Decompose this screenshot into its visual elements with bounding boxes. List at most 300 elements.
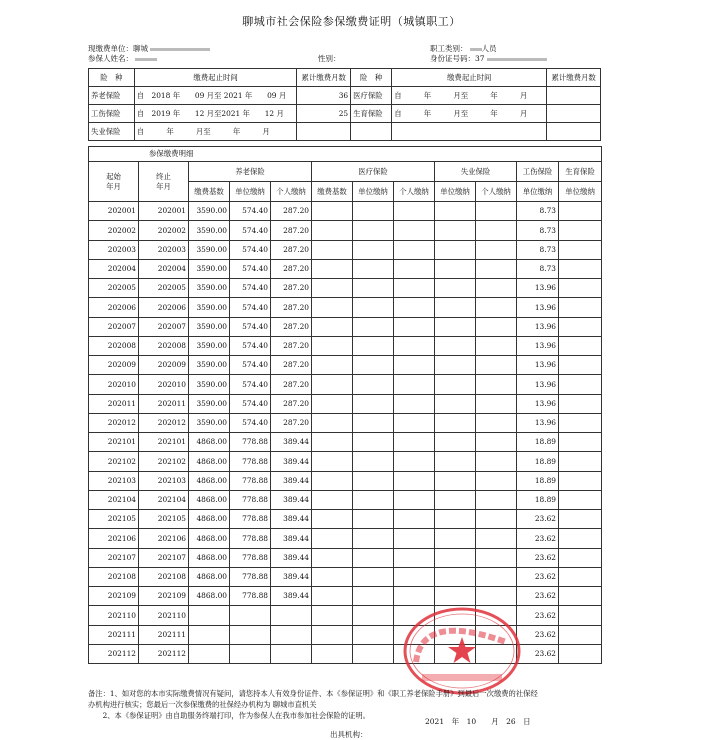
maternity-unit-cell — [559, 548, 602, 567]
injury-unit-cell: 23.62 — [517, 644, 559, 663]
injury-unit-cell: 23.62 — [517, 587, 559, 606]
unemployment-person-cell — [476, 221, 517, 240]
start-month-cell: 202008 — [89, 336, 139, 355]
pension-unit-cell: 778.88 — [230, 490, 271, 509]
pension-base-cell: 4868.00 — [189, 567, 230, 586]
medical-base-cell — [312, 548, 353, 567]
detail-row — [89, 394, 602, 413]
summary-row — [89, 87, 601, 105]
medical-person-cell — [394, 452, 435, 471]
medical-person-cell — [394, 221, 435, 240]
medical-person-cell — [394, 548, 435, 567]
unemployment-unit-cell — [435, 336, 476, 355]
insurance-name: 医疗保险 — [351, 87, 392, 105]
summary-row — [89, 105, 601, 123]
medical-base-cell — [312, 625, 353, 644]
start-month-cell: 202011 — [89, 394, 139, 413]
unemployment-unit-cell — [435, 567, 476, 586]
remark-line: 2、本《参保证明》由自助服务终端打印，作为参保人在我市参加社会保险的证明。 — [88, 711, 370, 720]
start-month-cell: 202111 — [89, 625, 139, 644]
injury-unit-cell: 13.96 — [517, 279, 559, 298]
unemployment-person-cell — [476, 279, 517, 298]
end-month-cell: 202111 — [139, 625, 189, 644]
injury-unit-cell: 8.73 — [517, 259, 559, 278]
start-month-cell: 202001 — [89, 202, 139, 221]
start-month-cell: 202005 — [89, 279, 139, 298]
pension-base-cell: 3590.00 — [189, 356, 230, 375]
document-title: 聊城市社会保险参保缴费证明（城镇职工） — [242, 15, 461, 28]
end-month-cell: 202108 — [139, 567, 189, 586]
maternity-unit-cell — [559, 336, 602, 355]
unemployment-person-cell — [476, 433, 517, 452]
maternity-unit-cell — [559, 202, 602, 221]
id-label: 身份证号码： — [430, 54, 475, 63]
medical-unit-cell — [353, 587, 394, 606]
insurance-period: 自 2018 年 09 月至 2021 年 09 月 — [134, 87, 297, 105]
medical-unit-header: 单位缴纳 — [353, 182, 394, 202]
maternity-unit-cell — [559, 221, 602, 240]
pension-person-cell — [271, 606, 312, 625]
pension-person-cell: 287.20 — [271, 317, 312, 336]
pension-base-cell: 3590.00 — [189, 259, 230, 278]
unemployment-person-cell — [476, 336, 517, 355]
start-month-cell: 202107 — [89, 548, 139, 567]
col-period: 缴费起止时间 — [134, 69, 297, 87]
medical-unit-cell — [353, 259, 394, 278]
redacted-mark — [135, 58, 157, 61]
pension-base-cell: 4868.00 — [189, 471, 230, 490]
injury-unit-cell: 13.96 — [517, 394, 559, 413]
pension-person-cell: 287.20 — [271, 375, 312, 394]
end-month-cell: 202012 — [139, 413, 189, 432]
unemployment-person-cell — [476, 587, 517, 606]
unemployment-person-cell — [476, 394, 517, 413]
unemployment-unit-cell — [435, 202, 476, 221]
injury-unit-cell: 23.62 — [517, 567, 559, 586]
pension-base-cell: 3590.00 — [189, 413, 230, 432]
maternity-unit-cell — [559, 240, 602, 259]
medical-unit-cell — [353, 433, 394, 452]
medical-person-cell — [394, 240, 435, 259]
pension-base-cell: 4868.00 — [189, 587, 230, 606]
pension-person-cell: 389.44 — [271, 433, 312, 452]
pension-unit-cell: 778.88 — [230, 567, 271, 586]
unit-label: 现缴费单位： — [88, 44, 133, 53]
pension-unit-cell: 778.88 — [230, 510, 271, 529]
unemployment-unit-cell — [435, 259, 476, 278]
insurance-name: 养老保险 — [89, 87, 135, 105]
pension-base-cell: 3590.00 — [189, 298, 230, 317]
medical-base-cell — [312, 202, 353, 221]
insurance-months: 36 — [297, 87, 351, 105]
pension-person-cell — [271, 625, 312, 644]
medical-base-cell — [312, 279, 353, 298]
pension-unit-cell: 574.40 — [230, 240, 271, 259]
medical-base-cell — [312, 433, 353, 452]
unemployment-unit-cell — [435, 587, 476, 606]
insurance-period: 自 2019 年 12 月至2021 年 12 月 — [134, 105, 297, 123]
medical-base-cell — [312, 587, 353, 606]
injury-unit-header: 单位缴纳 — [517, 182, 559, 202]
insurance-name — [351, 123, 392, 141]
pension-person-cell: 389.44 — [271, 510, 312, 529]
injury-unit-cell: 8.73 — [517, 221, 559, 240]
pension-base-cell: 4868.00 — [189, 452, 230, 471]
pension-base-cell: 3590.00 — [189, 240, 230, 259]
end-month-cell: 202005 — [139, 279, 189, 298]
pension-person-cell: 389.44 — [271, 548, 312, 567]
medical-person-cell — [394, 471, 435, 490]
medical-base-cell — [312, 471, 353, 490]
medical-base-cell — [312, 356, 353, 375]
medical-base-cell — [312, 259, 353, 278]
maternity-unit-cell — [559, 625, 602, 644]
maternity-unit-cell — [559, 606, 602, 625]
medical-person-cell — [394, 298, 435, 317]
medical-unit-cell — [353, 394, 394, 413]
injury-unit-cell: 13.96 — [517, 356, 559, 375]
maternity-unit-cell — [559, 413, 602, 432]
unemployment-unit-cell — [435, 240, 476, 259]
medical-person-cell — [394, 375, 435, 394]
col-insurance: 险 种 — [89, 69, 135, 87]
maternity-unit-cell — [559, 259, 602, 278]
pension-unit-cell — [230, 625, 271, 644]
pension-unit-cell: 574.40 — [230, 279, 271, 298]
detail-body — [89, 202, 602, 664]
name-field — [88, 53, 157, 64]
medical-unit-cell — [353, 202, 394, 221]
pension-unit-cell: 574.40 — [230, 298, 271, 317]
injury-unit-cell: 8.73 — [517, 202, 559, 221]
unit-value: 聊城 — [133, 44, 148, 53]
unemployment-person-cell — [476, 240, 517, 259]
medical-base-cell — [312, 240, 353, 259]
detail-row — [89, 221, 602, 240]
end-month-cell: 202002 — [139, 221, 189, 240]
medical-base-cell — [312, 317, 353, 336]
detail-row — [89, 567, 602, 586]
injury-unit-cell: 18.89 — [517, 433, 559, 452]
end-month-header: 终止 年月 — [139, 162, 189, 202]
unemployment-unit-header: 单位缴纳 — [435, 182, 476, 202]
start-month-cell: 202105 — [89, 510, 139, 529]
start-month-cell: 202110 — [89, 606, 139, 625]
start-month-cell: 202004 — [89, 259, 139, 278]
medical-person-cell — [394, 510, 435, 529]
start-month-cell: 202009 — [89, 356, 139, 375]
unemployment-unit-cell — [435, 452, 476, 471]
medical-person-cell — [394, 587, 435, 606]
gender-label: 性别： — [318, 54, 341, 63]
redacted-mark — [470, 48, 482, 51]
end-month-cell: 202106 — [139, 529, 189, 548]
start-month-cell: 202003 — [89, 240, 139, 259]
detail-row — [89, 548, 602, 567]
detail-row — [89, 202, 602, 221]
maternity-unit-cell — [559, 529, 602, 548]
maternity-unit-cell — [559, 394, 602, 413]
medical-unit-cell — [353, 529, 394, 548]
medical-person-cell — [394, 529, 435, 548]
medical-person-header: 个人缴纳 — [394, 182, 435, 202]
injury-unit-cell: 18.89 — [517, 452, 559, 471]
medical-person-cell — [394, 433, 435, 452]
redacted-mark — [487, 58, 547, 61]
pension-base-cell: 4868.00 — [189, 548, 230, 567]
remark-line: 备注：1、如对您的本市实际缴费情况有疑问，请您持本人有效身份证件、本《参保证明》和《职工养老保险手册》到最后一次缴费的社保经 — [88, 689, 538, 698]
medical-unit-cell — [353, 510, 394, 529]
unemployment-person-cell — [476, 298, 517, 317]
pension-unit-cell: 778.88 — [230, 587, 271, 606]
unemployment-unit-cell — [435, 375, 476, 394]
medical-unit-cell — [353, 221, 394, 240]
pension-base-cell — [189, 644, 230, 663]
insurance-months — [547, 87, 601, 105]
unemployment-unit-cell — [435, 298, 476, 317]
pension-person-cell: 287.20 — [271, 259, 312, 278]
pension-base-cell: 3590.00 — [189, 279, 230, 298]
maternity-unit-cell — [559, 298, 602, 317]
pension-unit-cell: 574.40 — [230, 336, 271, 355]
end-month-cell: 202007 — [139, 317, 189, 336]
injury-unit-cell: 13.96 — [517, 413, 559, 432]
unemployment-unit-cell — [435, 394, 476, 413]
start-month-cell: 202102 — [89, 452, 139, 471]
detail-table — [88, 146, 602, 664]
detail-row — [89, 471, 602, 490]
end-month-cell: 202105 — [139, 510, 189, 529]
id-field — [430, 53, 547, 64]
maternity-unit-cell — [559, 510, 602, 529]
issuer-label: 出具机构： — [330, 730, 368, 739]
detail-row — [89, 510, 602, 529]
detail-row — [89, 433, 602, 452]
pension-unit-cell: 574.40 — [230, 356, 271, 375]
end-month-cell: 202103 — [139, 471, 189, 490]
injury-unit-cell: 13.96 — [517, 298, 559, 317]
unemployment-person-cell — [476, 529, 517, 548]
pension-person-cell: 389.44 — [271, 471, 312, 490]
unemployment-person-cell — [476, 471, 517, 490]
start-month-cell: 202104 — [89, 490, 139, 509]
pension-base-cell: 3590.00 — [189, 336, 230, 355]
injury-unit-cell: 18.89 — [517, 471, 559, 490]
end-month-cell: 202101 — [139, 433, 189, 452]
maternity-group-header: 生育保险 — [559, 162, 602, 182]
end-month-cell: 202109 — [139, 587, 189, 606]
insurance-months — [547, 105, 601, 123]
pension-group-header: 养老保险 — [189, 162, 312, 182]
id-value: 37 — [475, 54, 485, 63]
start-month-cell: 202010 — [89, 375, 139, 394]
injury-unit-cell: 8.73 — [517, 240, 559, 259]
detail-row — [89, 336, 602, 355]
pension-person-cell: 287.20 — [271, 413, 312, 432]
medical-base-cell — [312, 298, 353, 317]
end-month-cell: 202112 — [139, 644, 189, 663]
detail-row — [89, 240, 602, 259]
end-month-cell: 202001 — [139, 202, 189, 221]
injury-unit-cell: 13.96 — [517, 336, 559, 355]
medical-unit-cell — [353, 452, 394, 471]
insurance-period: 自 年 月至 年 月 — [392, 105, 547, 123]
pension-person-cell: 287.20 — [271, 298, 312, 317]
pension-base-cell: 3590.00 — [189, 221, 230, 240]
pension-unit-cell: 778.88 — [230, 452, 271, 471]
medical-person-cell — [394, 490, 435, 509]
pension-unit-cell: 778.88 — [230, 548, 271, 567]
maternity-unit-cell — [559, 587, 602, 606]
unemployment-unit-cell — [435, 471, 476, 490]
pension-person-cell: 389.44 — [271, 452, 312, 471]
col-months: 累计缴费月数 — [547, 69, 601, 87]
pension-base-cell: 4868.00 — [189, 510, 230, 529]
unemployment-unit-cell — [435, 279, 476, 298]
start-month-header: 起始 年月 — [89, 162, 139, 202]
detail-row — [89, 375, 602, 394]
unemployment-unit-cell — [435, 356, 476, 375]
pension-person-cell: 287.20 — [271, 279, 312, 298]
pension-person-cell: 287.20 — [271, 394, 312, 413]
end-month-cell: 202104 — [139, 490, 189, 509]
worker-type-label: 职工类别： — [430, 44, 468, 53]
detail-row — [89, 413, 602, 432]
col-period: 缴费起止时间 — [392, 69, 547, 87]
maternity-unit-cell — [559, 644, 602, 663]
unemployment-person-cell — [476, 375, 517, 394]
end-month-cell: 202011 — [139, 394, 189, 413]
redacted-mark — [150, 48, 210, 51]
detail-row — [89, 298, 602, 317]
unemployment-person-cell — [476, 452, 517, 471]
maternity-unit-cell — [559, 567, 602, 586]
medical-person-cell — [394, 336, 435, 355]
maternity-unit-cell — [559, 490, 602, 509]
insurance-name: 失业保险 — [89, 123, 135, 141]
unemployment-person-cell — [476, 202, 517, 221]
pension-unit-cell: 778.88 — [230, 471, 271, 490]
pension-unit-cell: 574.40 — [230, 202, 271, 221]
detail-row — [89, 529, 602, 548]
pension-unit-cell: 778.88 — [230, 529, 271, 548]
medical-base-cell — [312, 606, 353, 625]
medical-base-header: 缴费基数 — [312, 182, 353, 202]
name-label: 参保人姓名： — [88, 54, 133, 63]
end-month-cell: 202004 — [139, 259, 189, 278]
maternity-unit-cell — [559, 356, 602, 375]
injury-unit-cell: 13.96 — [517, 375, 559, 394]
pension-person-cell: 287.20 — [271, 202, 312, 221]
gender-field — [318, 53, 341, 64]
medical-unit-cell — [353, 413, 394, 432]
summary-row — [89, 123, 601, 141]
pension-person-cell — [271, 644, 312, 663]
detail-row — [89, 644, 602, 663]
pension-base-cell: 3590.00 — [189, 375, 230, 394]
detail-row — [89, 587, 602, 606]
maternity-unit-cell — [559, 452, 602, 471]
medical-unit-cell — [353, 298, 394, 317]
medical-person-cell — [394, 259, 435, 278]
medical-base-cell — [312, 644, 353, 663]
medical-base-cell — [312, 529, 353, 548]
medical-unit-cell — [353, 279, 394, 298]
unemployment-person-cell — [476, 356, 517, 375]
start-month-cell: 202101 — [89, 433, 139, 452]
maternity-unit-cell — [559, 375, 602, 394]
pension-base-cell: 4868.00 — [189, 490, 230, 509]
detail-row — [89, 317, 602, 336]
end-month-cell: 202008 — [139, 336, 189, 355]
maternity-unit-cell — [559, 279, 602, 298]
medical-group-header: 医疗保险 — [312, 162, 435, 182]
insurance-months — [547, 123, 601, 141]
unemployment-person-cell — [476, 510, 517, 529]
start-month-cell: 202112 — [89, 644, 139, 663]
pension-unit-cell: 574.40 — [230, 221, 271, 240]
medical-base-cell — [312, 221, 353, 240]
end-month-cell: 202110 — [139, 606, 189, 625]
pension-unit-cell — [230, 644, 271, 663]
end-month-cell: 202009 — [139, 356, 189, 375]
medical-unit-cell — [353, 240, 394, 259]
unemployment-person-cell — [476, 413, 517, 432]
maternity-unit-cell — [559, 433, 602, 452]
detail-section-row — [89, 147, 602, 162]
medical-unit-cell — [353, 548, 394, 567]
pension-person-cell: 389.44 — [271, 490, 312, 509]
injury-group-header: 工伤保险 — [517, 162, 559, 182]
medical-unit-cell — [353, 471, 394, 490]
pension-base-header: 缴费基数 — [189, 182, 230, 202]
medical-unit-cell — [353, 606, 394, 625]
unemployment-unit-cell — [435, 317, 476, 336]
summary-table — [88, 68, 601, 141]
pension-person-header: 个人缴纳 — [271, 182, 312, 202]
unemployment-person-cell — [476, 567, 517, 586]
detail-row — [89, 452, 602, 471]
medical-unit-cell — [353, 490, 394, 509]
medical-base-cell — [312, 452, 353, 471]
medical-base-cell — [312, 394, 353, 413]
medical-person-cell — [394, 394, 435, 413]
detail-row — [89, 279, 602, 298]
insurance-name: 工伤保险 — [89, 105, 135, 123]
medical-person-cell — [394, 356, 435, 375]
medical-person-cell — [394, 317, 435, 336]
pension-person-cell: 389.44 — [271, 567, 312, 586]
pension-unit-cell — [230, 606, 271, 625]
end-month-cell: 202102 — [139, 452, 189, 471]
pension-person-cell: 389.44 — [271, 529, 312, 548]
start-month-cell: 202012 — [89, 413, 139, 432]
medical-unit-cell — [353, 336, 394, 355]
medical-base-cell — [312, 375, 353, 394]
injury-unit-cell: 23.62 — [517, 625, 559, 644]
detail-group-row — [89, 162, 602, 182]
start-month-cell: 202007 — [89, 317, 139, 336]
start-month-cell: 202006 — [89, 298, 139, 317]
unemployment-person-cell — [476, 490, 517, 509]
start-month-cell: 202103 — [89, 471, 139, 490]
summary-header-row — [89, 69, 601, 87]
medical-base-cell — [312, 567, 353, 586]
start-month-cell: 202106 — [89, 529, 139, 548]
medical-person-cell — [394, 202, 435, 221]
pension-unit-cell: 574.40 — [230, 375, 271, 394]
medical-person-cell — [394, 567, 435, 586]
